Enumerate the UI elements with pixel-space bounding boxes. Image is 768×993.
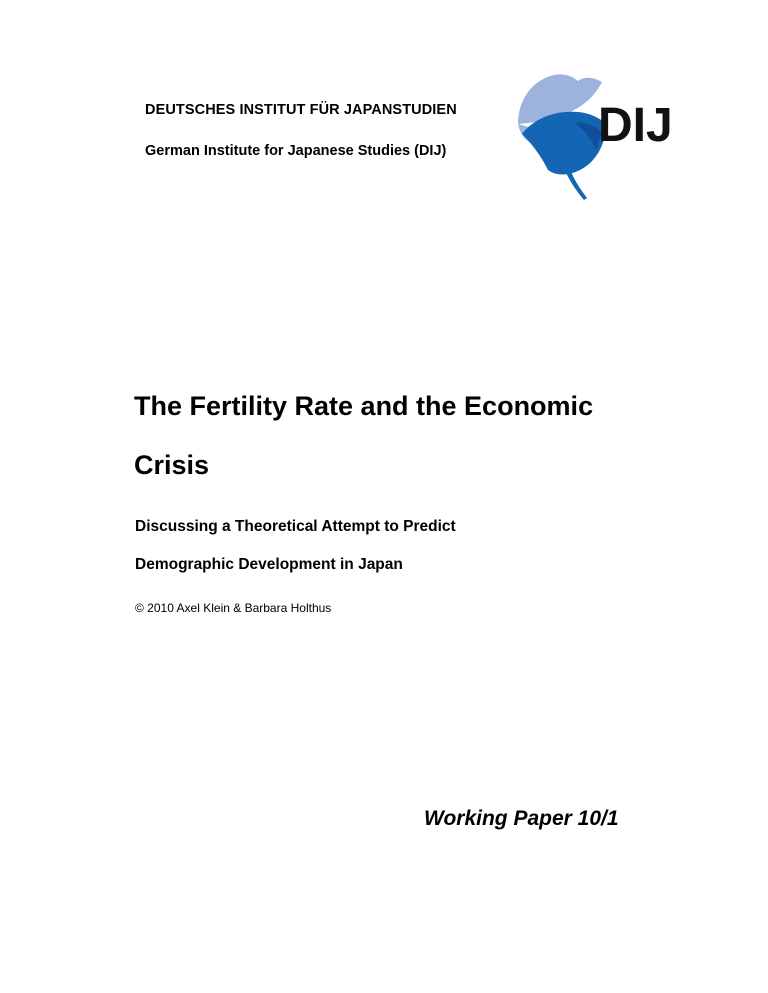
institute-name-german: DEUTSCHES INSTITUT FÜR JAPANSTUDIEN <box>145 102 457 118</box>
document-subtitle-line-2: Demographic Development in Japan <box>135 556 403 573</box>
logo-wordmark: DIJ <box>598 99 673 152</box>
document-title-line-2: Crisis <box>134 450 210 480</box>
dij-logo <box>512 72 702 204</box>
working-paper-label: Working Paper 10/1 <box>424 807 619 830</box>
document-title-line-1: The Fertility Rate and the Economic <box>134 391 594 421</box>
document-subtitle-line-1: Discussing a Theoretical Attempt to Predict <box>135 518 456 535</box>
institute-name-english: German Institute for Japanese Studies (DIJ) <box>145 143 447 159</box>
copyright-notice: © 2010 Axel Klein & Barbara Holthus <box>135 601 332 615</box>
